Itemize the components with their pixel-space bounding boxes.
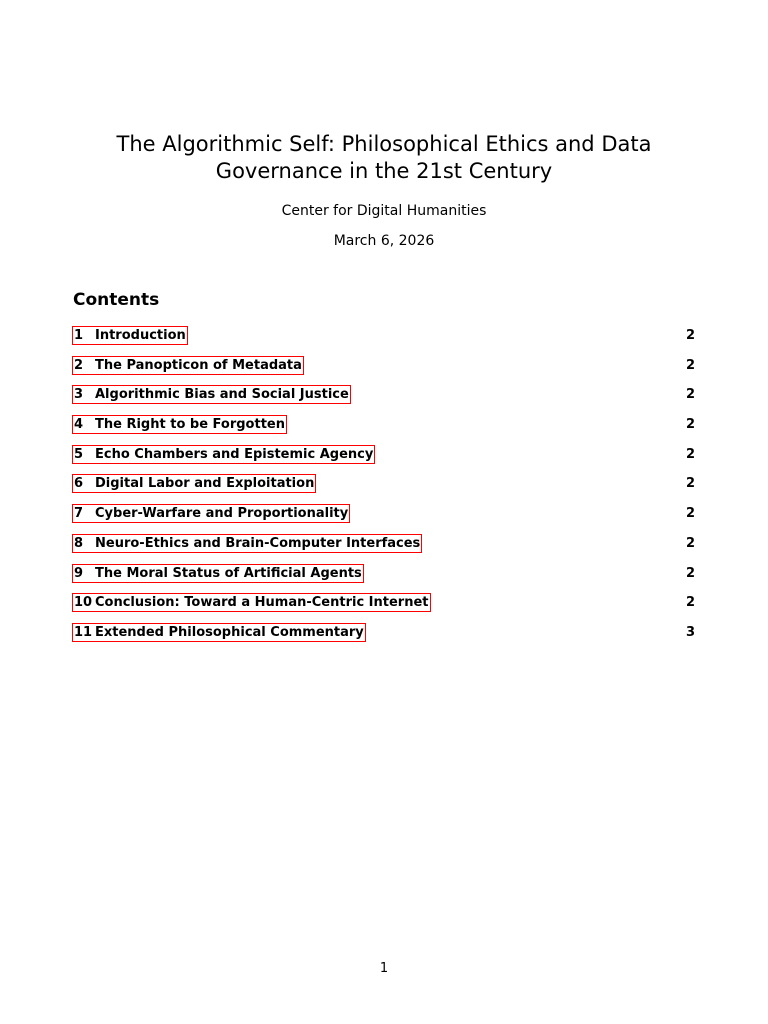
- toc-entry-title: The Right to be Forgotten: [95, 417, 285, 433]
- toc-entry-title: Neuro-Ethics and Brain-Computer Interfaces: [95, 535, 421, 551]
- toc-link-neuro-ethics[interactable]: [72, 534, 422, 553]
- toc-entry-4: [72, 415, 696, 434]
- document-title: The Algorithmic Self: Philosophical Ethics and Data Governance in the 21st Century: [116, 132, 652, 183]
- toc-entry-7: [72, 504, 696, 523]
- toc-entry-title: Echo Chambers and Epistemic Agency: [95, 446, 374, 462]
- toc-entry-page: 2: [685, 595, 695, 611]
- toc-entry-page: 2: [685, 535, 695, 551]
- toc-entry-page: 2: [685, 328, 695, 343]
- toc-link-introduction[interactable]: [72, 326, 188, 345]
- document-date: March 6, 2026: [333, 233, 435, 249]
- toc-entry-number: 10: [74, 595, 93, 611]
- toc-entry-page: 2: [685, 565, 695, 581]
- toc-entry-title: Extended Philosophical Commentary: [95, 624, 364, 640]
- toc-link-cyber-warfare[interactable]: [72, 504, 350, 523]
- toc-entry-title: Digital Labor and Exploitation: [95, 476, 315, 492]
- contents-heading: Contents: [73, 290, 160, 310]
- toc-entry-1: [72, 326, 696, 345]
- document-author: Center for Digital Humanities: [281, 203, 487, 219]
- toc-entry-title: Introduction: [95, 328, 186, 343]
- toc-entry-number: 5: [74, 446, 84, 462]
- toc-link-echo-chambers[interactable]: [72, 445, 375, 464]
- toc-entry-9: [72, 564, 696, 583]
- toc-link-digital-labor[interactable]: [72, 474, 316, 493]
- toc-entry-title: Conclusion: Toward a Human-Centric Internet: [95, 595, 429, 611]
- toc-entry-11: [72, 623, 696, 642]
- toc-entry-6: [72, 474, 696, 493]
- toc-entry-number: 2: [74, 357, 84, 373]
- toc-entry-number: 1: [74, 328, 84, 343]
- toc-entry-page: 2: [685, 476, 695, 492]
- toc-entry-title: Algorithmic Bias and Social Justice: [95, 387, 349, 403]
- toc-entry-page: 2: [685, 506, 695, 522]
- toc-entry-title: Cyber-Warfare and Proportionality: [95, 506, 349, 522]
- page-number: 1: [379, 961, 389, 976]
- toc-link-right-to-be-forgotten[interactable]: [72, 415, 287, 434]
- toc-entry-title: The Panopticon of Metadata: [95, 357, 302, 373]
- toc-entry-page: 2: [685, 446, 695, 462]
- toc-entry-page: 2: [685, 417, 695, 433]
- toc-entry-number: 9: [74, 565, 84, 581]
- toc-entry-10: [72, 593, 696, 612]
- toc-entry-page: 2: [685, 387, 695, 403]
- toc-entry-number: 3: [74, 387, 84, 403]
- toc-entry-number: 7: [74, 506, 84, 522]
- toc-entry-5: [72, 445, 696, 464]
- toc-entry-page: 3: [685, 624, 695, 640]
- toc-entry-title: The Moral Status of Artificial Agents: [95, 565, 362, 581]
- toc-link-panopticon-of-metadata[interactable]: [72, 356, 304, 375]
- toc-entry-2: [72, 356, 696, 375]
- table-of-contents: [72, 326, 696, 653]
- toc-link-moral-status[interactable]: [72, 564, 364, 583]
- toc-entry-number: 6: [74, 476, 84, 492]
- toc-link-conclusion[interactable]: [72, 593, 431, 612]
- toc-entry-number: 4: [74, 417, 84, 433]
- toc-link-extended-commentary[interactable]: [72, 623, 366, 642]
- toc-entry-number: 11: [74, 624, 93, 640]
- toc-entry-page: 2: [685, 357, 695, 373]
- toc-entry-3: [72, 385, 696, 404]
- toc-entry-8: [72, 534, 696, 553]
- toc-link-algorithmic-bias[interactable]: [72, 385, 351, 404]
- toc-entry-number: 8: [74, 535, 84, 551]
